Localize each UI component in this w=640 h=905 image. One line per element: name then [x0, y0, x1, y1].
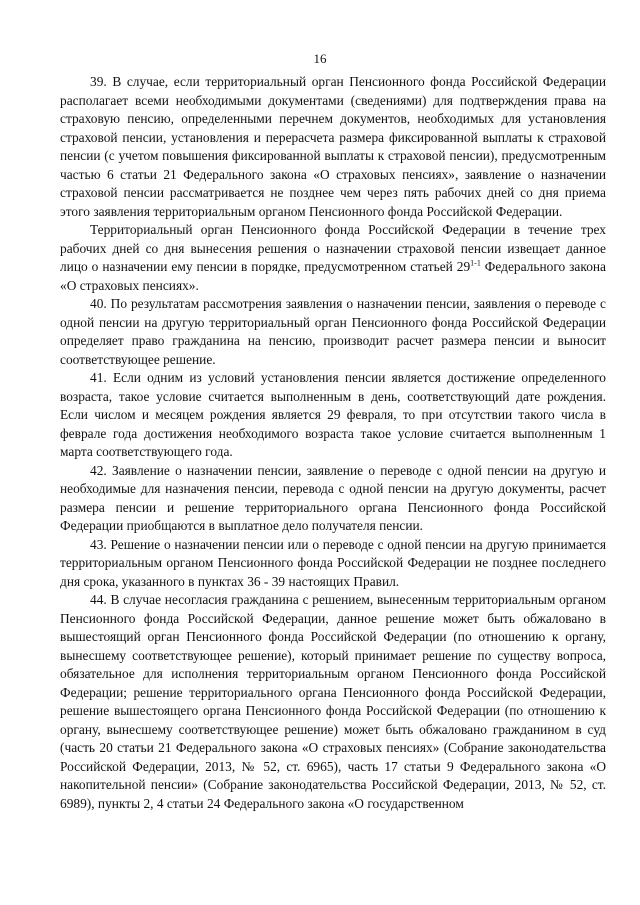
- paragraph-42: 42. Заявление о назначении пенсии, заявление о переводе с одной пенсии на другую и необходимые для назначения пенсии, перевода с одной пенсии на другую документы, расчет размера пенсии и решение территориального органа Пенсионного фонда Российской Федерации приобщаются в выплатное дело получателя пенсии.: [60, 462, 606, 533]
- paragraph-39: 39. В случае, если территориальный орган Пенсионного фонда Российской Федерации располагает всеми необходимыми документами (сведениями) для подтверждения права на страховую пенсию, определенными перечнем документов, необходимых для установления страховой пенсии, установления и перерасчета размера фиксированной выплаты к страховой пенсии (с учетом повышения фиксированной выплаты к страховой пенсии), предусмотренным частью 6 статьи 21 Федерального закона «О страховых пенсиях», заявление о назначении страховой пенсии рассматривается не позднее чем через пять рабочих дней со дня приема этого заявления территориальным органом Пенсионного фонда Российской Федерации.: [60, 74, 606, 219]
- paragraph-notification-tail: Федерального закона «О страховых пенсиях».: [60, 259, 606, 293]
- article-superscript: 1-1: [470, 258, 481, 268]
- paragraph-44: 44. В случае несогласия гражданина с решением, вынесенным территориальным органом Пенсионного фонда Российской Федерации, данное решение может быть обжаловано в вышестоящий орган Пенсионного фонда Российской Федерации (по отношению к органу, вынесшему соответствующее решение), который принимает решение по существу вопроса, обязательное для исполнения территориальным органом Пенсионного фонда Российской Федерации; решение территориального органа Пенсионного фонда Российской Федерации, решение вышестоящего органа Пенсионного фонда Российской Федерации (по отношению к органу, вынесшему соответствующее решение) может быть обжаловано гражданином в суд (часть 20 статьи 21 Федерального закона «О страховых пенсиях» (Собрание законодательства Российской Федерации, 2013, № 52, ст. 6965), часть 17 статьи 9 Федерального закона «О накопительной пенсии» (Собрание законодательства Российской Федерации, 2013, № 52, ст. 6989), пункты 2, 4 статьи 24 Федерального закона «О государственном: [60, 592, 606, 811]
- paragraph-41: 41. Если одним из условий установления пенсии является достижение определенного возраста, такое условие считается выполненным в день, соответствующий дате рождения. Если числом и месяцем рождения является 29 февраля, то при отсутствии такого числа в феврале года достижения необходимого возраста такое условие считается выполненным 1 марта соответствующего года.: [60, 370, 606, 459]
- paragraph-40: 40. По результатам рассмотрения заявления о назначении пенсии, заявления о переводе с одной пенсии на другую территориальный орган Пенсионного фонда Российской Федерации определяет право гражданина на пенсию, производит расчет размера пенсии и выносит соответствующее решение.: [60, 296, 606, 367]
- paragraph-notification-text: Территориальный орган Пенсионного фонда Российской Федерации в течение трех рабочих дней со дня вынесения решения о назначении страховой пенсии извещает данное лицо о назначении ему пенсии в порядке, предусмотренном статьей 29: [60, 222, 606, 274]
- page-number: 16: [313, 51, 327, 66]
- paragraph-notification: [60, 221, 606, 295]
- document-body: [60, 73, 606, 813]
- paragraph-43: 43. Решение о назначении пенсии или о переводе с одной пенсии на другую принимается территориальным органом Пенсионного фонда Российской Федерации не позднее последнего дня срока, указанного в пунктах 36 - 39 настоящих Правил.: [60, 536, 606, 589]
